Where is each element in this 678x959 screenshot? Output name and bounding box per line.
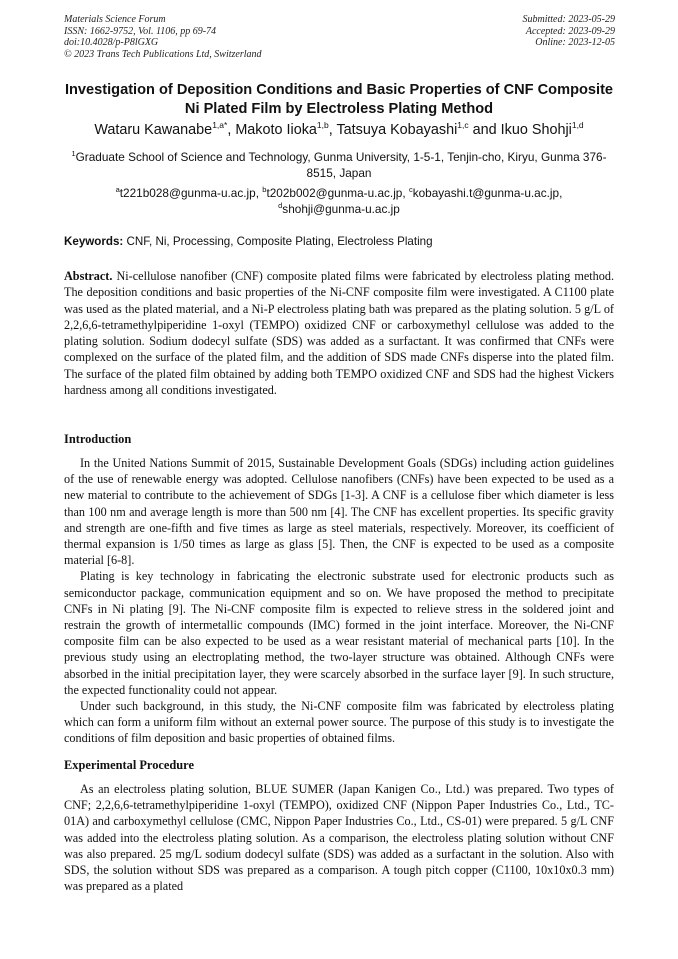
author-sup: 1,c	[457, 120, 469, 130]
abstract-label: Abstract.	[64, 269, 113, 283]
author-sup: 1,a*	[212, 120, 228, 130]
paragraph: As an electroless plating solution, BLUE SUMER (Japan Kanigen Co., Ltd.) was prepared. Two types of CNF; 2,2,6,6-tetramethylpiperidine 1-oxyl (TEMPO), oxidized CNF (Nippon Paper Industries Co., Ltd., TC-01A) and carboxymethyl cellulose (CMC, Nippon Paper Industries Co., Ltd., CS-01) were prepared. 5 g/L CNF was added into the electroless plating solution. As a comparison, the electroless plating solution without CNF was also prepared. 25 mg/L sodium dodecyl sulfate (SDS) was added as a surfactant in the solution. Also with SDS, the solution without SDS was prepared as a comparison. A tough pitch copper (C1100, 10x10x0.3 mm) was prepared as a plated	[64, 782, 614, 894]
submitted-date: Submitted: 2023-05-29	[522, 14, 615, 25]
email-address[interactable]: t202b002@gunma-u.ac.jp	[266, 186, 403, 200]
online-date: Online: 2023-12-05	[535, 37, 615, 49]
email-sup: d	[278, 200, 283, 210]
email-sep: ,	[559, 186, 563, 200]
affiliation-sup: 1	[71, 149, 76, 158]
email-list	[64, 186, 614, 217]
journal-name: Materials Science Forum	[64, 14, 166, 25]
accepted-date: Accepted: 2023-09-29	[525, 25, 615, 37]
author-sep: ,	[328, 122, 337, 138]
email-address[interactable]: shohji@gunma-u.ac.jp	[282, 201, 400, 216]
email-sup: b	[262, 185, 267, 194]
author-name: Ikuo Shohji	[500, 122, 572, 138]
paragraph: Plating is key technology in fabricating the electronic substrate used for electronic products such as semiconductor package, communication equipment and so on. We have proposed the method to precipitate CNFs in Ni plating [9]. The Ni-CNF composite film is expected to relieve stress in the soldered joint and restrain the growth of intermetallic compounds (IMC) formed in the joint interface. Moreover, the Ni-CNF composite film can be also expected to be used as a wear resistant material of mechanical parts [10]. In the previous study using an electroplating method, the two-layer structure was obtained. Although CNFs were absorbed in the initial precipitation layer, they were scarcely absorbed in the surface layer [9]. In such structure, the expected functionality could not appear.	[64, 569, 614, 697]
experimental-body	[64, 781, 614, 894]
paper-title: Investigation of Deposition Conditions and Basic Properties of CNF Composite Ni Plated Film by Electroless Plating Method	[64, 82, 614, 117]
keywords-text: CNF, Ni, Processing, Composite Plating, Electroless Plating	[123, 235, 433, 248]
author-sep: and	[468, 122, 501, 138]
email-sup: c	[408, 185, 413, 194]
author-name: Makoto Iioka	[235, 122, 317, 138]
author-name: Wataru Kawanabe	[94, 122, 213, 138]
issn-line: ISSN: 1662-9752, Vol. 1106, pp 69-74	[64, 25, 217, 37]
author-sep: ,	[227, 122, 236, 138]
email-sup: a	[115, 185, 120, 194]
abstract	[64, 268, 614, 398]
abstract-text: Ni-cellulose nanofiber (CNF) composite plated films were fabricated by electroless plating method. The deposition conditions and basic properties of the Ni-CNF composite film were investigated. A C1100 plate was used as the plated material, and a Ni-P electroless plating bath was prepared as the plating solution. 5 g/L of 2,2,6,6-tetramethylpiperidine 1-oxyl (TEMPO) oxidized CNF or carboxymethyl cellulose was added to the plating solution. Sodium dodecyl sulfate (SDS) was added as a surfactant. It was confirmed that CNFs were complexed on the surface of the plated film, and the addition of SDS made CNFs disperse into the plated film. The surface of the plated film obtained by adding both TEMPO oxidized CNF and SDS had the highest Vickers hardness among all conditions investigated.	[64, 269, 614, 398]
affiliation-text: Graduate School of Science and Technology, Gunma University, 1-5-1, Tenjin-cho, Kiryu, Gunma 376-8515, Japan	[75, 150, 607, 180]
email-address[interactable]: kobayashi.t@gunma-u.ac.jp	[412, 186, 560, 200]
doi-line: doi:10.4028/p-P8lGXG	[64, 37, 159, 49]
email-address[interactable]: t221b028@gunma-u.ac.jp	[119, 186, 256, 200]
author-sup: 1,d	[571, 120, 584, 130]
experimental-heading: Experimental Procedure	[64, 758, 194, 772]
author-list	[40, 121, 638, 139]
journal-info	[64, 14, 262, 60]
keywords-label: Keywords:	[64, 235, 124, 248]
email-sep: ,	[255, 186, 263, 200]
paragraph: Under such background, in this study, the Ni-CNF composite film was fabricated by electroless plating which can form a uniform film without an external power source. The purpose of this study is to investigate the conditions of film deposition and basic properties of obtained films.	[64, 699, 614, 746]
copyright-line: © 2023 Trans Tech Publications Ltd, Switzerland	[64, 48, 262, 60]
author-name: Tatsuya Kobayashi	[336, 122, 458, 138]
introduction-heading: Introduction	[64, 432, 132, 446]
dates-info	[523, 14, 616, 49]
paragraph: In the United Nations Summit of 2015, Sustainable Development Goals (SDGs) including action guidelines of the use of renewable energy was adopted. Cellulose nanofibers (CNFs) have been expected to be used as a new material to contribute to the achievement of SDGs [1-3]. A CNF is a cellulose fiber which diameter is less than 100 nm and average length is more than 500 nm [4]. The CNF has excellent properties. Its specific gravity and strength are one-fifth and five times as large as steel materials, respectively. Moreover, its coefficient of thermal expansion is 1/50 times as large as glass [5]. Then, the CNF is expected to be used as a composite material [6-8].	[64, 456, 614, 568]
email-sep: ,	[402, 186, 409, 200]
keywords	[64, 234, 614, 249]
affiliation	[64, 150, 614, 181]
author-sup: 1,b	[316, 120, 329, 130]
introduction-body	[64, 455, 614, 747]
